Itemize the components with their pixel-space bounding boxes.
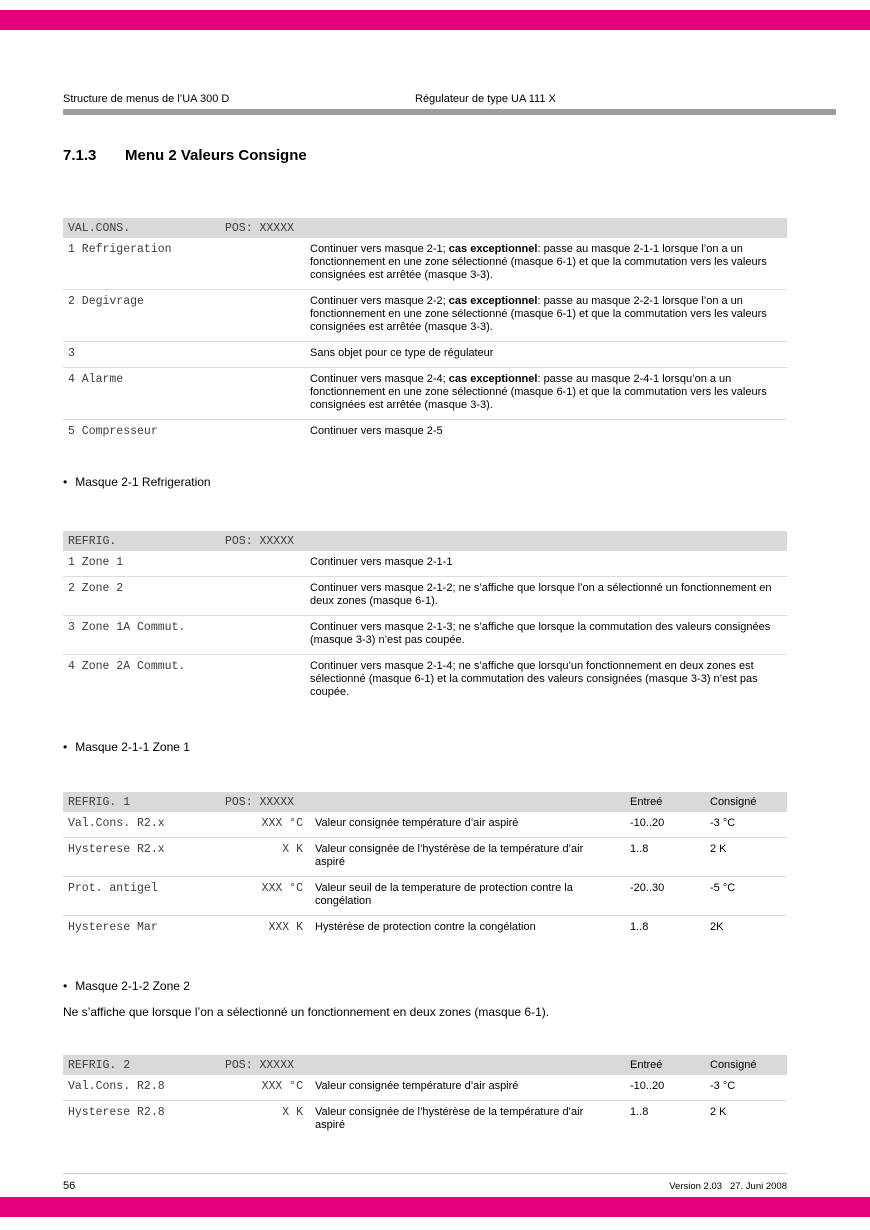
page-content xyxy=(63,147,787,1139)
table-pos-label: POS: XXXXX xyxy=(225,221,295,235)
bullet-item xyxy=(63,740,787,754)
menu-item-label: 2 Zone 2 xyxy=(68,582,124,595)
desc-segment: Continuer vers masque 2-1; xyxy=(310,243,449,255)
param-consigne-value: 2 K xyxy=(710,843,727,855)
desc-segment: : passe au masque 2-4-1 lorsqu’on a un fonctionnement en une zone sélectionné (masque 6-1) et que la commutation vers les valeurs consignées est arrêtée (masque 3-3). xyxy=(310,373,767,411)
menu-item-description xyxy=(310,582,787,608)
menu-row xyxy=(63,577,787,616)
param-description: Hystérèse de protection contre la congélation xyxy=(315,921,536,933)
header-right-text: Régulateur de type UA 111 X xyxy=(415,93,556,105)
desc-segment: Continuer vers masque 2-1-3; ne s’affiche que lorsque la commutation des valeurs consignées (masque 3-3) n’est pas coupée. xyxy=(310,621,771,646)
param-format: XXX °C xyxy=(261,882,303,895)
top-accent-bar xyxy=(0,10,870,30)
value-table-refrig2 xyxy=(63,1055,787,1139)
desc-bold-segment: cas exceptionnel xyxy=(448,295,538,307)
bullet-dot: • xyxy=(63,475,68,489)
column-header-consigne: Consigné xyxy=(710,1059,757,1071)
desc-segment: : passe au masque 2-2-1 lorsque l’on a un fonctionnement en une zone sélectionné (masque 6-1) et que la commutation vers les valeurs consignées est arrêtée (masque 3-3). xyxy=(310,295,767,333)
menu-row xyxy=(63,238,787,290)
param-format: XXX °C xyxy=(261,1080,303,1093)
bullet-dot: • xyxy=(63,979,68,993)
bottom-accent-bar xyxy=(0,1197,870,1217)
menu-table-refrig xyxy=(63,531,787,706)
table-header-row xyxy=(63,218,787,238)
menu-item-description xyxy=(310,347,787,360)
param-label: Val.Cons. R2.x xyxy=(68,817,165,830)
menu-item-label: 4 Alarme xyxy=(68,373,124,386)
param-description: Valeur consignée température d’air aspiré xyxy=(315,817,519,829)
param-label: Prot. antigel xyxy=(68,882,158,895)
desc-bold-segment: cas exceptionnel xyxy=(448,373,538,385)
menu-item-description xyxy=(310,373,787,412)
value-row xyxy=(63,1101,787,1139)
param-entree-range: -10..20 xyxy=(630,1080,665,1092)
param-entree-range: -10..20 xyxy=(630,817,665,829)
bullet-dot: • xyxy=(63,740,68,754)
menu-item-label: 2 Degivrage xyxy=(68,295,144,308)
section-heading xyxy=(63,147,787,165)
menu-row xyxy=(63,616,787,655)
bullet-item xyxy=(63,979,787,993)
menu-item-description xyxy=(310,243,787,282)
bullet-label: Masque 2-1-2 Zone 2 xyxy=(75,979,190,993)
param-description: Valeur seuil de la temperature de protection contre la congélation xyxy=(315,882,573,907)
menu-item-description xyxy=(310,556,787,569)
header-left-text: Structure de menus de l’UA 300 D xyxy=(63,93,230,105)
table-pos-label: POS: XXXXX xyxy=(225,534,295,548)
menu-row xyxy=(63,655,787,706)
desc-segment: Continuer vers masque 2-2; xyxy=(310,295,449,307)
menu-item-description xyxy=(310,425,787,438)
menu-item-description xyxy=(310,660,787,699)
param-consigne-value: -5 °C xyxy=(710,882,736,894)
menu-item-label: 3 Zone 1A Commut. xyxy=(68,621,186,634)
column-header-entree: Entreé xyxy=(630,1059,663,1071)
param-entree-range: -20..30 xyxy=(630,882,665,894)
menu-row xyxy=(63,551,787,577)
value-row xyxy=(63,838,787,877)
value-table-refrig1 xyxy=(63,792,787,941)
desc-bold-segment: cas exceptionnel xyxy=(448,243,538,255)
table-header-row xyxy=(63,1055,787,1075)
param-consigne-value: 2 K xyxy=(710,1106,727,1118)
param-label: Val.Cons. R2.8 xyxy=(68,1080,165,1093)
desc-segment: Continuer vers masque 2-1-2; ne s’affiche que lorsque l’on a sélectionné un fonctionnement en deux zones (masque 6-1). xyxy=(310,582,772,607)
table-pos-label: POS: XXXXX xyxy=(225,795,295,809)
menu-item-label: 5 Compresseur xyxy=(68,425,158,438)
menu-item-description xyxy=(310,295,787,334)
param-consigne-value: -3 °C xyxy=(710,817,736,829)
page-footer xyxy=(63,1180,787,1192)
menu-item-label: 3 xyxy=(68,347,75,360)
table-title: VAL.CONS. xyxy=(68,221,131,235)
table-header-row xyxy=(63,792,787,812)
bullet-label: Masque 2-1 Refrigeration xyxy=(75,475,211,489)
note-paragraph: Ne s’affiche que lorsque l’on a sélectionné un fonctionnement en deux zones (masque 6-1). xyxy=(63,1005,550,1019)
table-title: REFRIG. xyxy=(68,534,117,548)
section-title: Menu 2 Valeurs Consigne xyxy=(125,147,307,164)
value-row xyxy=(63,877,787,916)
version-label: Version 2.03 27. Juni 2008 xyxy=(669,1181,787,1192)
param-entree-range: 1..8 xyxy=(630,843,649,855)
table-title: REFRIG. 2 xyxy=(68,1058,131,1072)
bullet-label: Masque 2-1-1 Zone 1 xyxy=(75,740,190,754)
value-row xyxy=(63,812,787,838)
menu-table-valcons xyxy=(63,218,787,445)
menu-row xyxy=(63,342,787,368)
column-header-entree: Entreé xyxy=(630,796,663,808)
table-header-row xyxy=(63,531,787,551)
desc-segment: Continuer vers masque 2-5 xyxy=(310,425,443,437)
desc-segment: : passe au masque 2-1-1 lorsque l’on a un fonctionnement en une zone sélectionné (masque 6-1) et que la commutation vers les valeurs consignées est arrêtée (masque 3-3). xyxy=(310,243,767,281)
page-number: 56 xyxy=(63,1180,76,1192)
menu-row xyxy=(63,420,787,445)
param-label: Hysterese R2.x xyxy=(68,843,165,856)
param-consigne-value: 2K xyxy=(710,921,724,933)
running-header xyxy=(63,93,836,106)
menu-row xyxy=(63,368,787,420)
param-description: Valeur consignée de l’hystérèse de la température d’air aspiré xyxy=(315,1106,584,1131)
param-label: Hysterese R2.8 xyxy=(68,1106,165,1119)
menu-item-label: 4 Zone 2A Commut. xyxy=(68,660,186,673)
menu-item-label: 1 Refrigeration xyxy=(68,243,172,256)
bullet-item xyxy=(63,475,787,489)
menu-item-description xyxy=(310,621,787,647)
header-rule xyxy=(63,109,836,115)
param-description: Valeur consignée de l’hystérèse de la température d’air aspiré xyxy=(315,843,584,868)
param-format: X K xyxy=(282,843,303,856)
param-format: XXX K xyxy=(268,921,303,934)
param-description: Valeur consignée température d’air aspiré xyxy=(315,1080,519,1092)
table-pos-label: POS: XXXXX xyxy=(225,1058,295,1072)
menu-row xyxy=(63,290,787,342)
param-label: Hysterese Mar xyxy=(68,921,158,934)
section-number: 7.1.3 xyxy=(63,147,97,164)
column-header-consigne: Consigné xyxy=(710,796,757,808)
param-format: X K xyxy=(282,1106,303,1119)
param-entree-range: 1..8 xyxy=(630,1106,649,1118)
param-format: XXX °C xyxy=(261,817,303,830)
value-row xyxy=(63,1075,787,1101)
desc-segment: Sans objet pour ce type de régulateur xyxy=(310,347,494,359)
desc-segment: Continuer vers masque 2-1-4; ne s’affiche que lorsqu’un fonctionnement en deux zones est sélectionné (masque 6-1) et la commutation des valeurs consignées (masque 3-3) n’est pas coupée. xyxy=(310,660,758,698)
desc-segment: Continuer vers masque 2-1-1 xyxy=(310,556,453,568)
param-consigne-value: -3 °C xyxy=(710,1080,736,1092)
table-title: REFRIG. 1 xyxy=(68,795,131,809)
menu-item-label: 1 Zone 1 xyxy=(68,556,124,569)
footer-rule xyxy=(63,1173,787,1174)
param-entree-range: 1..8 xyxy=(630,921,649,933)
desc-segment: Continuer vers masque 2-4; xyxy=(310,373,449,385)
value-row xyxy=(63,916,787,941)
